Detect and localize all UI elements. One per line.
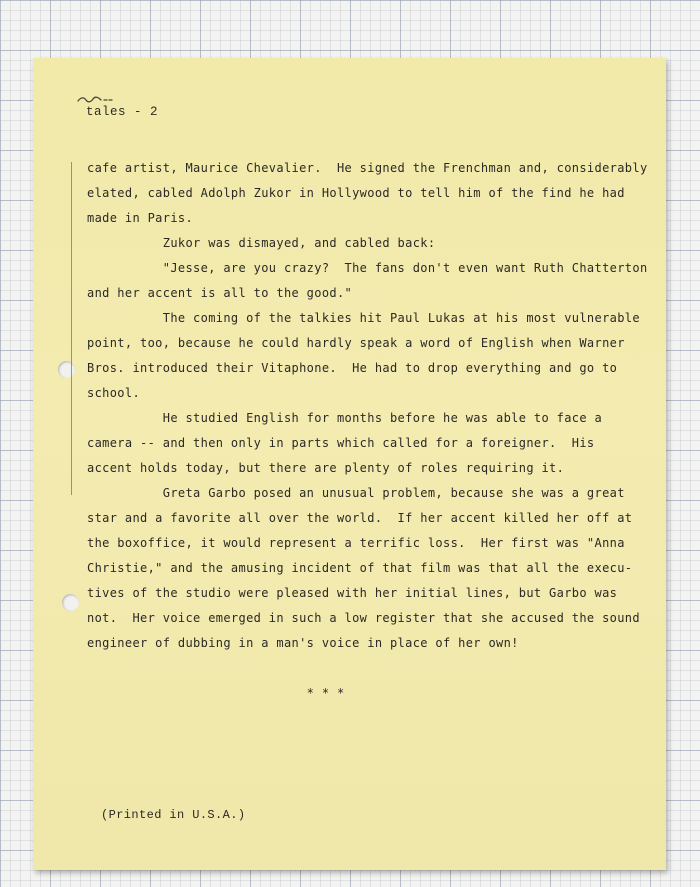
text-line: cafe artist, Maurice Chevalier. He signed the Frenchman and, considerably	[87, 161, 648, 175]
text-line: and her accent is all to the good."	[87, 286, 353, 300]
text-line: not. Her voice emerged in such a low register that she accused the sound	[87, 611, 640, 625]
text-line: Greta Garbo posed an unusual problem, because she was a great	[87, 486, 625, 500]
text-line: Bros. introduced their Vitaphone. He had to drop everything and go to	[87, 361, 618, 375]
typed-body-text	[87, 156, 647, 706]
page-header: tales - 2	[86, 105, 159, 119]
text-line: Zukor was dismayed, and cabled back:	[87, 236, 436, 250]
text-line: the boxoffice, it would represent a terrific loss. Her first was "Anna	[87, 536, 625, 550]
punch-hole-upper	[58, 361, 75, 378]
text-line: accent holds today, but there are plenty of roles requiring it.	[87, 461, 565, 475]
printed-in-usa-note: (Printed in U.S.A.)	[101, 808, 246, 822]
text-line: He studied English for months before he was able to face a	[87, 411, 603, 425]
text-line: made in Paris.	[87, 211, 194, 225]
text-line: point, too, because he could hardly speak a word of English when Warner	[87, 336, 625, 350]
text-line: "Jesse, are you crazy? The fans don't even want Ruth Chatterton	[87, 261, 648, 275]
margin-pencil-line	[71, 162, 72, 495]
text-line: elated, cabled Adolph Zukor in Hollywood to tell him of the find he had	[87, 186, 625, 200]
text-line: The coming of the talkies hit Paul Lukas at his most vulnerable	[87, 311, 640, 325]
text-line: star and a favorite all over the world. If her accent killed her off at	[87, 511, 633, 525]
typed-page	[33, 58, 666, 870]
section-break: * * *	[87, 686, 345, 700]
text-line: tives of the studio were pleased with her initial lines, but Garbo was	[87, 586, 618, 600]
text-line: camera -- and then only in parts which called for a foreigner. His	[87, 436, 595, 450]
text-line: school.	[87, 386, 141, 400]
text-line: Christie," and the amusing incident of that film was that all the execu-	[87, 561, 633, 575]
handwritten-scribble	[77, 94, 113, 104]
text-line: engineer of dubbing in a man's voice in place of her own!	[87, 636, 519, 650]
punch-hole-lower	[62, 594, 79, 611]
